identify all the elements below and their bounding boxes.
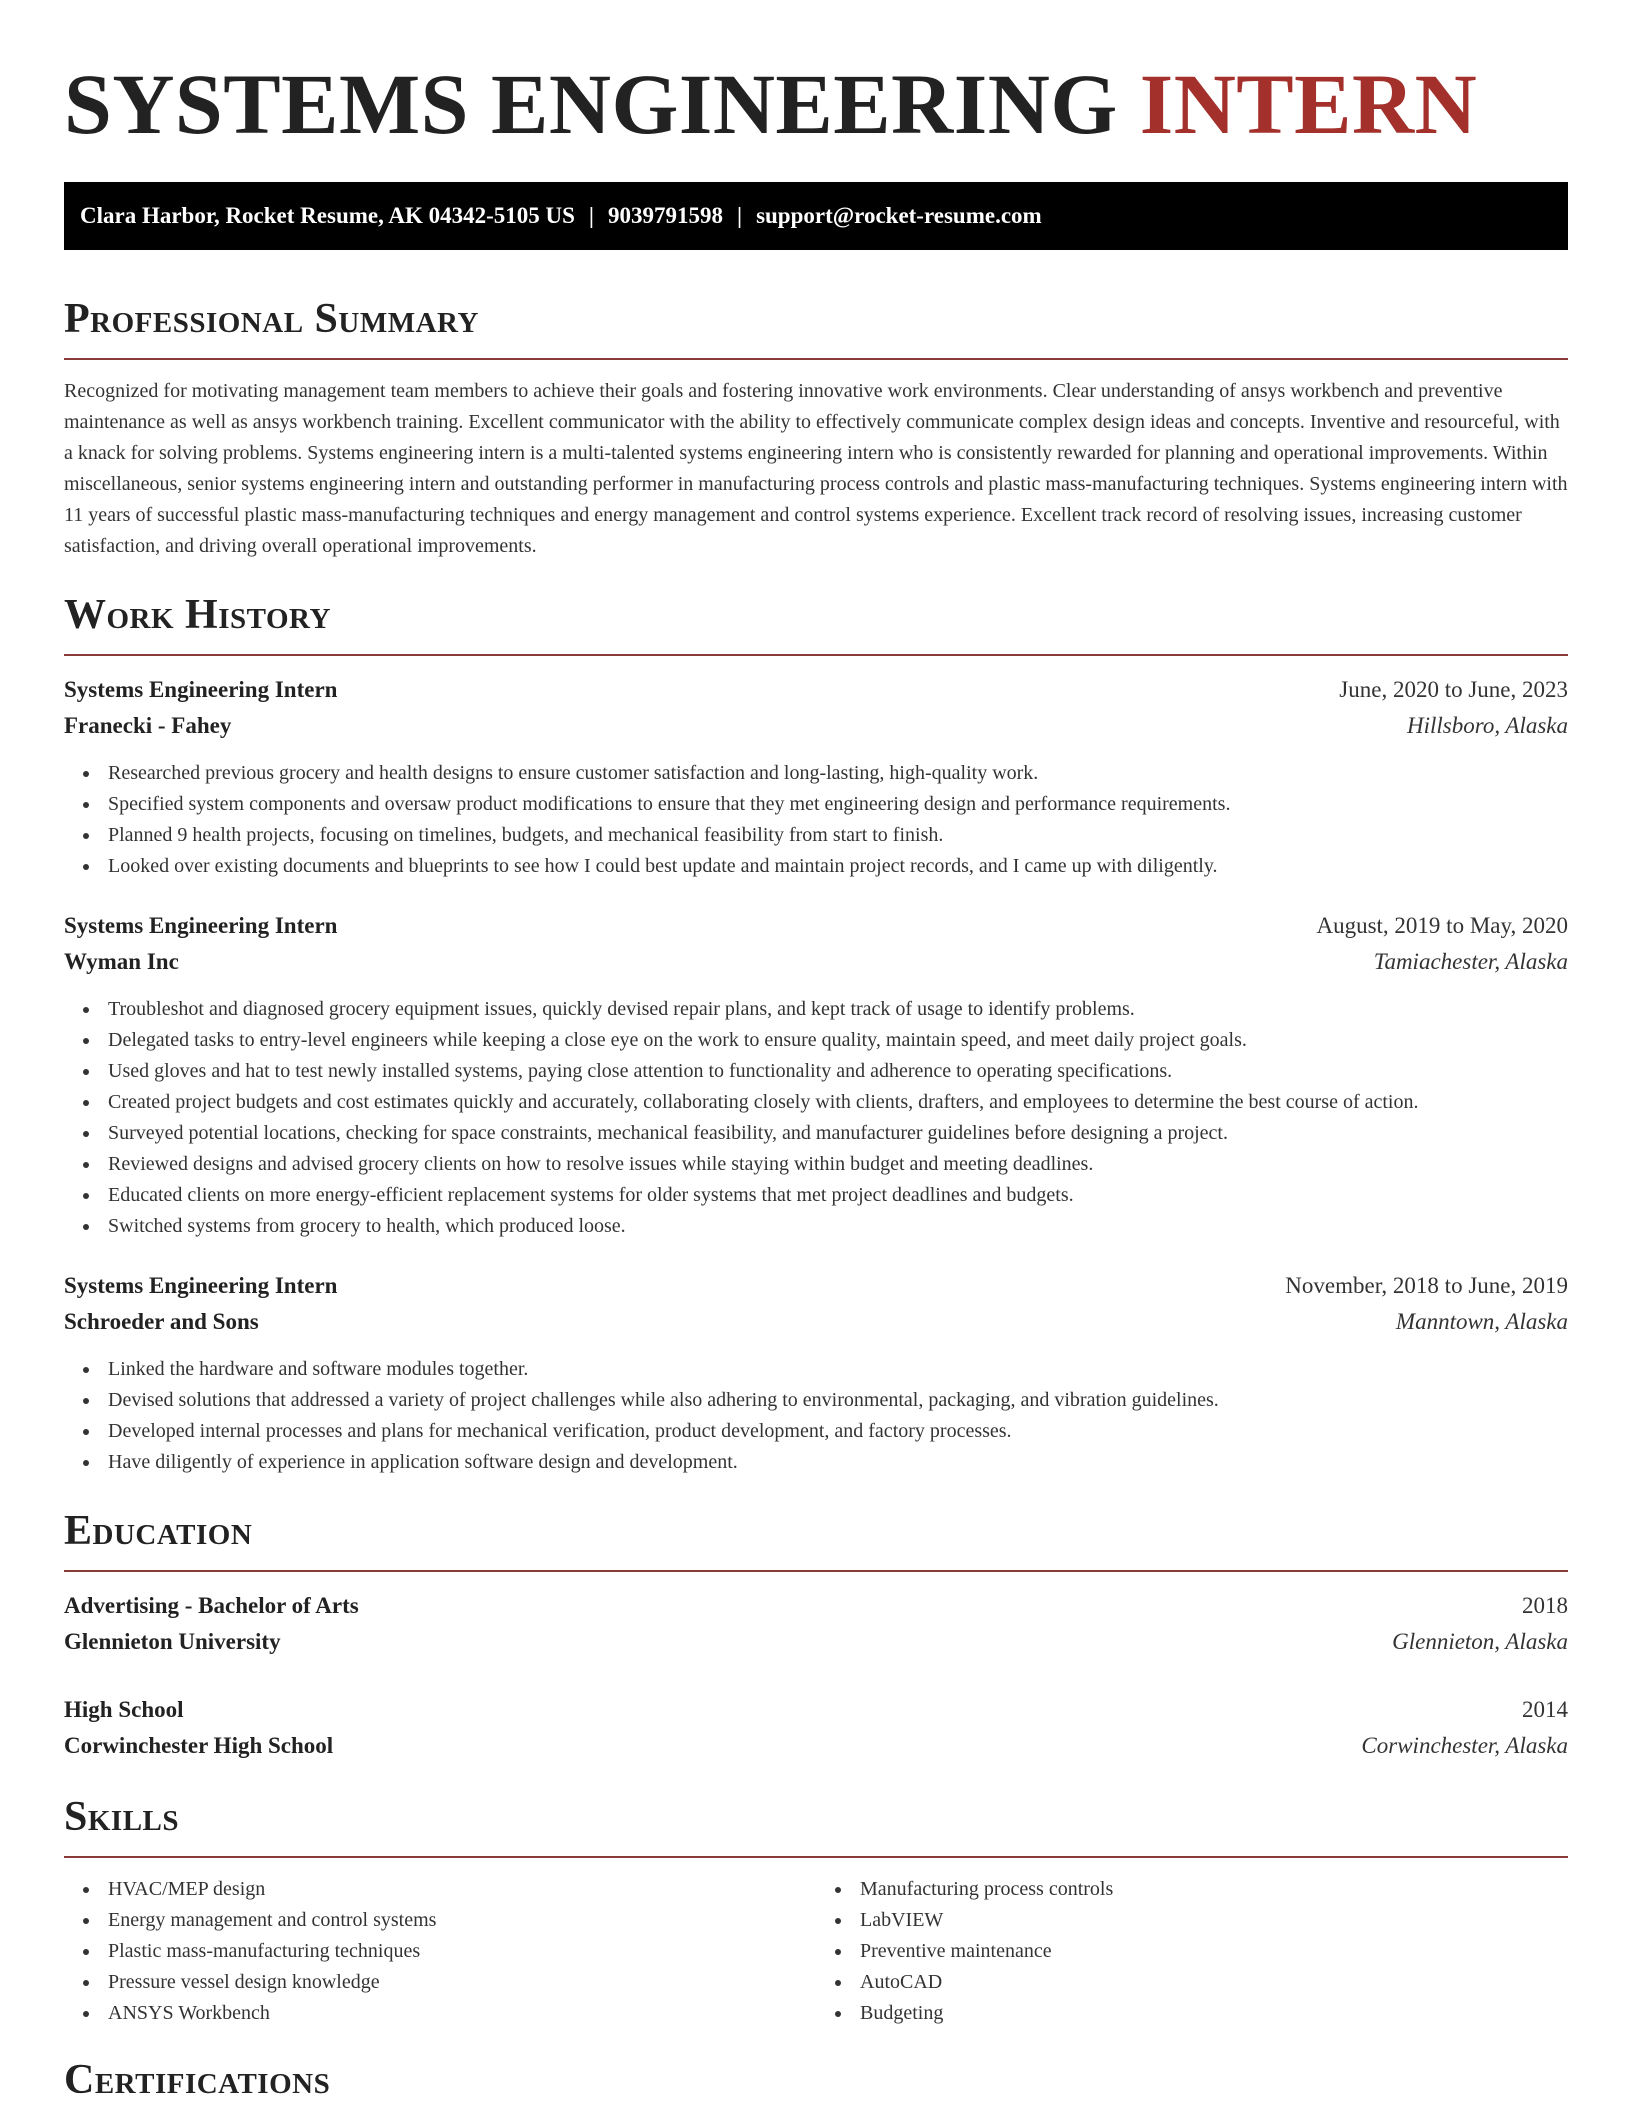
job-bullets bbox=[64, 758, 1568, 882]
education-entry bbox=[64, 1588, 1568, 1660]
job-bullet: Devised solutions that addressed a variety of project challenges while also adhering to environmental, packaging, and vibration guidelines. bbox=[108, 1385, 1568, 1416]
job-role: Systems Engineering Intern bbox=[64, 913, 338, 938]
job-subheader bbox=[64, 1304, 1568, 1340]
job-subheader bbox=[64, 708, 1568, 744]
skills-columns bbox=[64, 1874, 1568, 2029]
job-bullet: Troubleshot and diagnosed grocery equipment issues, quickly devised repair plans, and kept track of usage to identify problems. bbox=[108, 994, 1568, 1025]
education-school: Glennieton University bbox=[64, 1629, 281, 1654]
certifications-heading: Certifications bbox=[64, 2057, 331, 2103]
section-divider bbox=[64, 1570, 1568, 1572]
contact-address: Clara Harbor, Rocket Resume, AK 04342-5105 US bbox=[80, 203, 575, 228]
job-bullet: Specified system components and oversaw product modifications to ensure that they met engineering design and performance requirements. bbox=[108, 789, 1568, 820]
education-location: Corwinchester, Alaska bbox=[1361, 1733, 1568, 1758]
job-bullet: Planned 9 health projects, focusing on timelines, budgets, and mechanical feasibility from start to finish. bbox=[108, 820, 1568, 851]
education-school: Corwinchester High School bbox=[64, 1733, 334, 1758]
job-dates: June, 2020 to June, 2023 bbox=[1339, 677, 1568, 702]
education-header bbox=[64, 1692, 1568, 1728]
section-divider bbox=[64, 1856, 1568, 1858]
job-bullet: Surveyed potential locations, checking for space constraints, mechanical feasibility, and manufacturer guidelines before designing a project. bbox=[108, 1118, 1568, 1149]
contact-separator: | bbox=[736, 203, 743, 228]
job-bullets bbox=[64, 994, 1568, 1242]
education-subheader bbox=[64, 1728, 1568, 1764]
resume-title bbox=[64, 54, 1568, 154]
job-location: Tamiachester, Alaska bbox=[1373, 949, 1568, 974]
job-entry bbox=[64, 1268, 1568, 1478]
contact-separator: | bbox=[588, 203, 594, 228]
skill-item: Budgeting bbox=[860, 1998, 1568, 2029]
skills-heading: Skills bbox=[64, 1794, 180, 1840]
contact-phone: 9039791598 bbox=[607, 203, 723, 228]
job-bullet: Developed internal processes and plans for mechanical verification, product development, and factory processes. bbox=[108, 1416, 1568, 1447]
skill-item: Energy management and control systems bbox=[108, 1905, 816, 1936]
contact-email: support@rocket-resume.com bbox=[756, 203, 1042, 228]
education-year: 2018 bbox=[1522, 1593, 1568, 1618]
job-location: Manntown, Alaska bbox=[1395, 1309, 1568, 1334]
title-main: SYSTEMS ENGINEERING bbox=[64, 56, 1118, 152]
section-divider bbox=[64, 358, 1568, 360]
education-header bbox=[64, 1588, 1568, 1624]
skill-item: AutoCAD bbox=[860, 1967, 1568, 1998]
job-bullet: Have diligently of experience in application software design and development. bbox=[108, 1447, 1568, 1478]
job-subheader bbox=[64, 944, 1568, 980]
job-dates: August, 2019 to May, 2020 bbox=[1316, 913, 1568, 938]
job-bullet: Switched systems from grocery to health, which produced loose. bbox=[108, 1211, 1568, 1242]
job-bullet: Delegated tasks to entry-level engineers while keeping a close eye on the work to ensure quality, maintain speed, and meet daily project goals. bbox=[108, 1025, 1568, 1056]
skill-item: Manufacturing process controls bbox=[860, 1874, 1568, 1905]
job-company: Wyman Inc bbox=[64, 949, 179, 974]
job-bullet: Created project budgets and cost estimates quickly and accurately, collaborating closely with clients, drafters, and employees to determine the best course of action. bbox=[108, 1087, 1568, 1118]
job-company: Schroeder and Sons bbox=[64, 1309, 259, 1334]
job-header bbox=[64, 672, 1568, 708]
contact-bar bbox=[64, 182, 1568, 250]
job-dates: November, 2018 to June, 2019 bbox=[1285, 1273, 1568, 1298]
job-bullet: Reviewed designs and advised grocery clients on how to resolve issues while staying within budget and meeting deadlines. bbox=[108, 1149, 1568, 1180]
job-company: Franecki - Fahey bbox=[64, 713, 232, 738]
summary-text: Recognized for motivating management team members to achieve their goals and fostering innovative work environments. Clear understanding of ansys workbench and preventive maintenance as well as ansys workbench training. Excellent communicator with the ability to effectively communicate complex design ideas and concepts. Inventive and resourceful, with a knack for solving problems. Systems engineering intern is a multi-talented systems engineering intern who is consistently rewarded for planning and operational improvements. Within miscellaneous, senior systems engineering intern and outstanding performer in manufacturing process controls and plastic mass-manufacturing techniques. Systems engineering intern with 11 years of successful plastic mass-manufacturing techniques and energy management and control systems experience. Excellent track record of resolving issues, increasing customer satisfaction, and driving overall operational improvements. bbox=[64, 380, 1568, 557]
job-bullet: Used gloves and hat to test newly installed systems, paying close attention to functionality and adherence to operating specifications. bbox=[108, 1056, 1568, 1087]
job-entry bbox=[64, 908, 1568, 1242]
education-degree: High School bbox=[64, 1697, 184, 1722]
education-degree: Advertising - Bachelor of Arts bbox=[64, 1593, 359, 1618]
summary-heading: Professional Summary bbox=[64, 296, 479, 342]
job-header bbox=[64, 1268, 1568, 1304]
job-role: Systems Engineering Intern bbox=[64, 677, 338, 702]
summary-section bbox=[64, 294, 1568, 562]
job-location: Hillsboro, Alaska bbox=[1406, 713, 1568, 738]
certifications-section bbox=[64, 2055, 1568, 2105]
education-location: Glennieton, Alaska bbox=[1392, 1629, 1568, 1654]
title-accent: INTERN bbox=[1139, 56, 1478, 152]
job-bullet: Researched previous grocery and health designs to ensure customer satisfaction and long-lasting, high-quality work. bbox=[108, 758, 1568, 789]
work-history-section bbox=[64, 590, 1568, 1478]
education-year: 2014 bbox=[1522, 1697, 1568, 1722]
education-heading: Education bbox=[64, 1508, 253, 1554]
education-section bbox=[64, 1506, 1568, 1764]
skill-item: Plastic mass-manufacturing techniques bbox=[108, 1936, 816, 1967]
job-bullets bbox=[64, 1354, 1568, 1478]
work-history-heading: Work History bbox=[64, 592, 331, 638]
job-bullet: Linked the hardware and software modules together. bbox=[108, 1354, 1568, 1385]
job-bullet: Educated clients on more energy-efficient replacement systems for older systems that met project deadlines and budgets. bbox=[108, 1180, 1568, 1211]
job-entry bbox=[64, 672, 1568, 882]
section-divider bbox=[64, 654, 1568, 656]
education-entry bbox=[64, 1692, 1568, 1764]
education-subheader bbox=[64, 1624, 1568, 1660]
skills-section bbox=[64, 1792, 1568, 2029]
job-header bbox=[64, 908, 1568, 944]
skill-item: HVAC/MEP design bbox=[108, 1874, 816, 1905]
job-bullet: Looked over existing documents and blueprints to see how I could best update and maintain project records, and I came up with diligently. bbox=[108, 851, 1568, 882]
skill-item: LabVIEW bbox=[860, 1905, 1568, 1936]
job-role: Systems Engineering Intern bbox=[64, 1273, 338, 1298]
skill-item: ANSYS Workbench bbox=[108, 1998, 816, 2029]
skills-list-left bbox=[64, 1874, 816, 2029]
skill-item: Preventive maintenance bbox=[860, 1936, 1568, 1967]
skills-list-right bbox=[816, 1874, 1568, 2029]
skill-item: Pressure vessel design knowledge bbox=[108, 1967, 816, 1998]
